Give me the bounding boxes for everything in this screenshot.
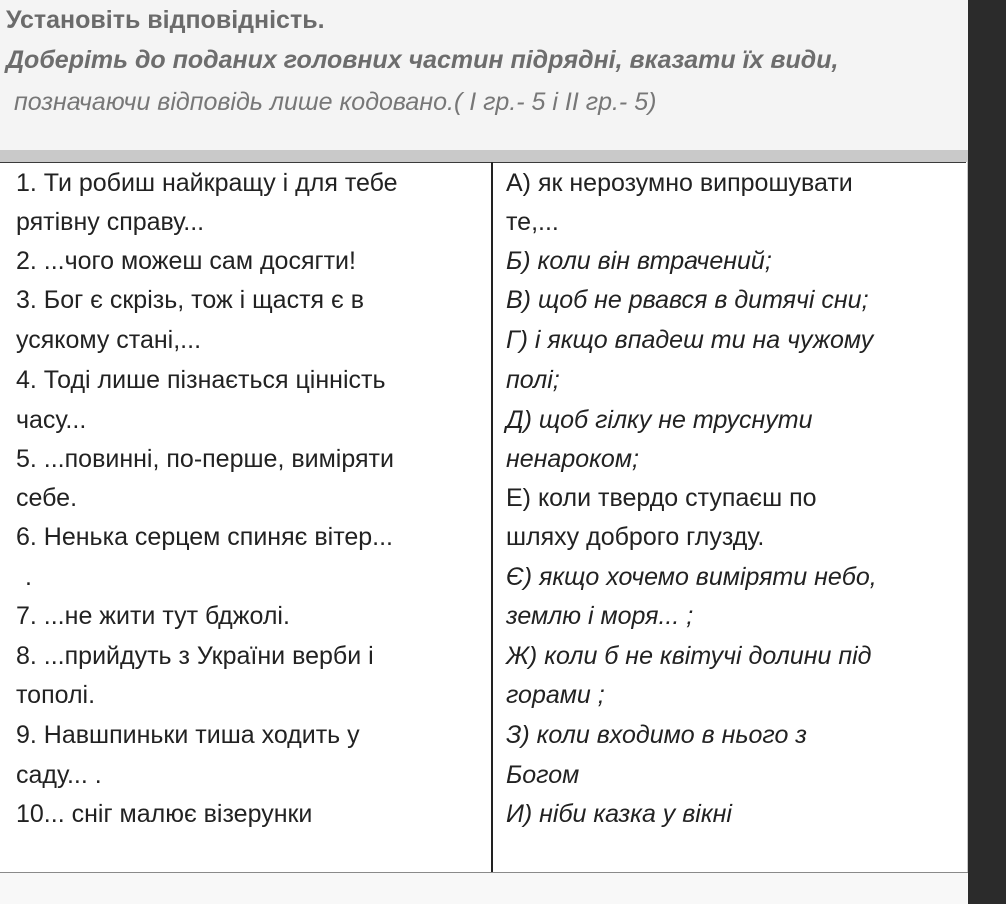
right-line-16: Богом <box>506 761 580 789</box>
left-line-6: 4. Тоді лише пізнається цінність <box>16 366 386 394</box>
right-line-7: Д) щоб гілку не труснути <box>506 406 813 434</box>
right-line-1: А) як нерозумно випрошувати <box>506 169 853 197</box>
right-line-9: Е) коли твердо ступаєш по <box>506 484 817 512</box>
left-line-7: часу... <box>16 406 87 434</box>
right-line-8: ненароком; <box>506 445 639 473</box>
table-bottom-border <box>0 872 968 873</box>
right-line-6: полі; <box>506 366 560 394</box>
left-line-15: 9. Навшпиньки тиша ходить у <box>16 721 360 749</box>
left-line-1: 1. Ти робиш найкращу і для тебе <box>16 169 398 197</box>
left-line-2: рятівну справу... <box>16 208 205 236</box>
left-line-10: 6. Ненька серцем спиняє вітер... <box>16 523 394 551</box>
right-line-4: В) щоб не рвався в дитячі сни; <box>506 286 869 314</box>
right-line-14: горами ; <box>506 681 605 709</box>
left-line-16: саду... . <box>16 761 102 789</box>
left-line-8: 5. ...повинні, по-перше, виміряти <box>16 445 394 473</box>
right-line-13: Ж) коли б не квітучі долини під <box>506 642 872 670</box>
right-line-5: Г) і якщо впадеш ти на чужому <box>506 326 874 354</box>
left-line-14: тополі. <box>16 681 96 709</box>
right-edge-strip <box>968 0 1006 904</box>
right-line-3: Б) коли він втрачений; <box>506 247 772 275</box>
right-line-10: шляху доброго глузду. <box>506 523 765 551</box>
left-line-12: 7. ...не жити тут бджолі. <box>16 602 290 630</box>
instruction-line-2: позначаючи відповідь лише кодовано.( І гр.- 5 і ІІ гр.- 5) <box>14 88 657 116</box>
left-line-3: 2. ...чого можеш сам досягти! <box>16 247 356 275</box>
left-line-17: 10... сніг малює візерунки <box>16 800 313 828</box>
table-top-border <box>0 162 966 163</box>
table-bottom-strip <box>0 872 968 904</box>
right-line-17: И) ніби казка у вікні <box>506 800 732 828</box>
right-line-12: землю і моря... ; <box>506 602 694 630</box>
right-line-15: З) коли входимо в нього з <box>506 721 807 749</box>
page-title: Установіть відповідність. <box>6 6 325 34</box>
instruction-line-1: Доберіть до поданих головних частин підрядні, вказати їх види, <box>6 46 839 74</box>
column-divider <box>491 162 493 872</box>
left-line-13: 8. ...прийдуть з України верби і <box>16 642 374 670</box>
right-line-2: те,... <box>506 208 559 236</box>
right-line-11: Є) якщо хочемо виміряти небо, <box>506 563 877 591</box>
left-line-4: 3. Бог є скрізь, тож і щастя є в <box>16 286 364 314</box>
left-line-9: себе. <box>16 484 78 512</box>
left-line-11: . <box>25 563 32 591</box>
left-line-5: усякому стані,... <box>16 326 202 354</box>
